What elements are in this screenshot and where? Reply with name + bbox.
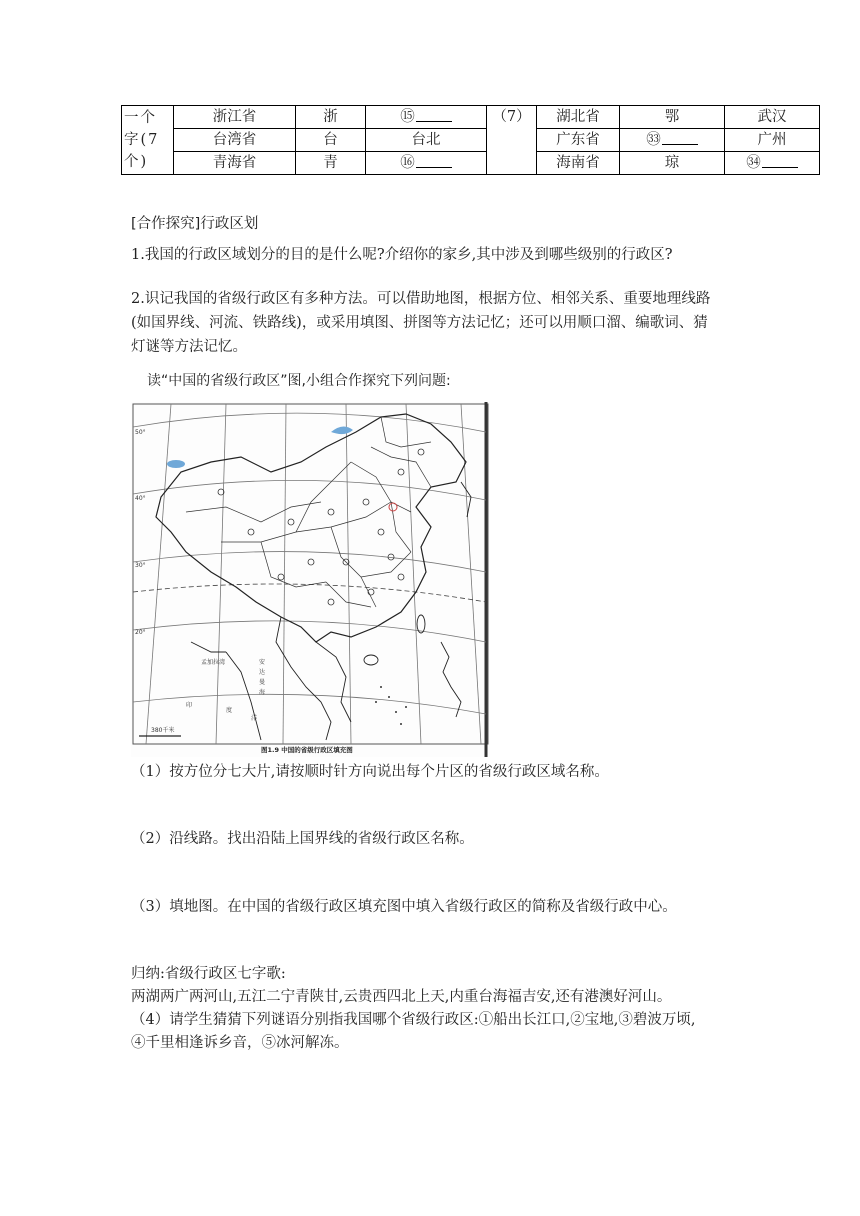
section-heading: [131, 212, 258, 236]
question-p1: （1）按方位分七大片,请按顺时针方向说出每个片区的省级行政区域名称。: [131, 764, 609, 780]
table-cell: 浙: [296, 106, 366, 129]
table-cell: 青海省: [174, 152, 296, 175]
table-row: [122, 106, 820, 129]
table-cell: 台北: [366, 129, 487, 152]
question-1: 1.我国的行政区域划分的目的是什么呢?介绍你的家乡,其中涉及到哪些级别的行政区?: [131, 247, 673, 263]
province-table: [121, 105, 820, 175]
sea-label: 曼: [259, 679, 266, 686]
table-cell: 广州: [725, 129, 820, 152]
lat-label: 20°: [135, 629, 146, 636]
table-row: [122, 129, 820, 152]
question-p2: （2）沿线路。找出沿陆上国界线的省级行政区名称。: [131, 831, 474, 847]
blank-number: ㉞: [746, 155, 761, 171]
table-cell: 湖北省: [537, 106, 620, 129]
question-2-line3: 灯谜等方法记忆。: [131, 339, 247, 355]
table-cell: 武汉: [725, 106, 820, 129]
blank-number: ㉝: [646, 132, 661, 148]
table-cell: 浙江省: [174, 106, 296, 129]
group-number: （7）: [487, 106, 537, 175]
china-province-map: [131, 402, 490, 757]
lat-label: 40°: [135, 495, 146, 502]
sea-label: 达: [259, 669, 266, 676]
sea-label: 孟加拉湾: [201, 659, 226, 666]
table-row: [122, 152, 820, 175]
summary-song: 两湖两广两河山,五江二宁青陕甘,云贵西四北上天,内重台海福吉安,还有港澳好河山。: [131, 989, 672, 1005]
table-cell: 广东省: [537, 129, 620, 152]
section-title: 行政区划: [200, 216, 259, 232]
table-cell-blank: [366, 106, 487, 129]
read-prompt: 读“中国的省级行政区”图,小组合作探究下列问题:: [147, 373, 451, 389]
table-cell: 台湾省: [174, 129, 296, 152]
sea-label: 度: [226, 707, 233, 714]
map-svg: [131, 402, 490, 757]
sea-label: 海: [259, 689, 266, 696]
sea-label: 安: [259, 659, 266, 666]
table-cell: 青: [296, 152, 366, 175]
section-bracket-title: [合作探究]: [131, 216, 201, 232]
question-2-line1: 2.识记我国的省级行政区有多种方法。可以借助地图，根据方位、相邻关系、重要地理线路: [131, 291, 711, 307]
sea-label: 洋: [251, 715, 258, 722]
question-p4-line1: （4）请学生猜猜下列谜语分别指我国哪个省级行政区:①船出长江口,②宝地,③碧波万顷,: [131, 1012, 696, 1028]
table-cell: 鄂: [620, 106, 725, 129]
table-cell-blank: [366, 152, 487, 175]
table-cell: 海南省: [537, 152, 620, 175]
summary-title: 归纳:省级行政区七字歌:: [131, 966, 286, 982]
category-label: 一个字(7个): [122, 106, 174, 175]
answer-blank[interactable]: [662, 131, 698, 145]
table-cell: 琼: [620, 152, 725, 175]
map-caption: 图1.9 中国的省级行政区填充图: [261, 746, 353, 754]
question-p3: （3）填地图。在中国的省级行政区填充图中填入省级行政区的简称及省级行政中心。: [131, 899, 677, 915]
question-2-line2: (如国界线、河流、铁路线)，或采用填图、拼图等方法记忆；还可以用顺口溜、编歌词、猜: [131, 315, 708, 331]
question-p4-line2: ④千里相逢诉乡音，⑤冰河解冻。: [131, 1035, 349, 1051]
blank-number: ⑮: [400, 109, 415, 125]
table-cell-blank: [620, 129, 725, 152]
answer-blank[interactable]: [416, 154, 452, 168]
table-cell-blank: [725, 152, 820, 175]
sea-label: 印: [186, 702, 193, 709]
answer-blank[interactable]: [416, 108, 452, 122]
lat-label: 30°: [135, 562, 146, 569]
answer-blank[interactable]: [762, 154, 798, 168]
table-cell: 台: [296, 129, 366, 152]
blank-number: ⑯: [400, 155, 415, 171]
scale-label: 380千米: [151, 727, 175, 734]
lat-label: 50°: [135, 429, 146, 436]
